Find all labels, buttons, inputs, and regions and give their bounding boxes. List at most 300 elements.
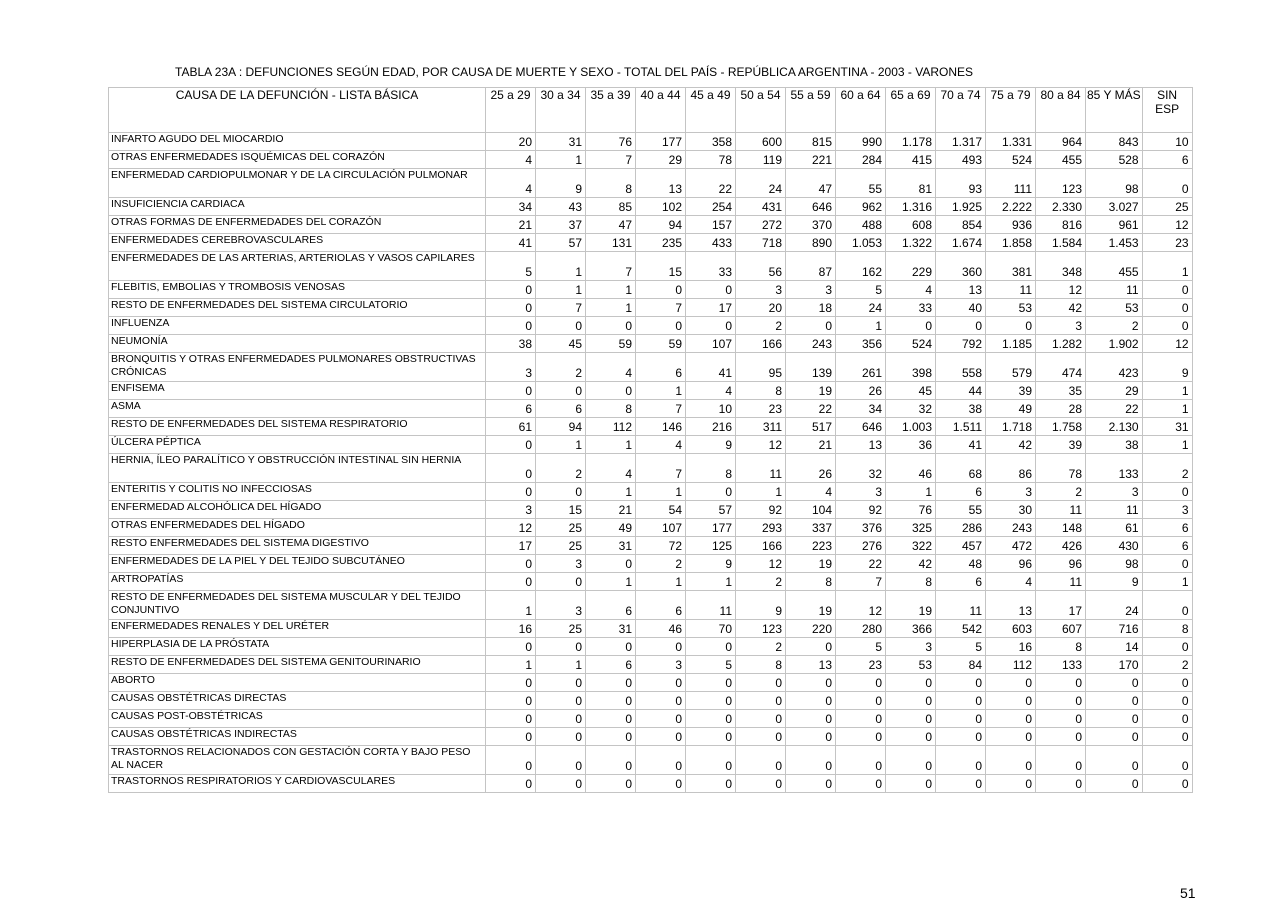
value-cell: 15 <box>536 501 586 519</box>
value-cell: 11 <box>986 281 1036 299</box>
table-row <box>109 501 1193 519</box>
value-cell: 284 <box>836 151 886 169</box>
value-cell: 14 <box>1086 638 1143 656</box>
value-cell: 34 <box>486 198 536 216</box>
table-row <box>109 674 1193 692</box>
value-cell: 19 <box>786 382 836 400</box>
value-cell: 13 <box>786 656 836 674</box>
value-cell: 31 <box>586 537 636 555</box>
value-cell: 0 <box>886 674 936 692</box>
value-cell: 9 <box>1086 573 1143 591</box>
table-row <box>109 454 1193 483</box>
value-cell: 0 <box>486 281 536 299</box>
table-row <box>109 216 1193 234</box>
value-cell: 1.316 <box>886 198 936 216</box>
value-cell: 1 <box>586 281 636 299</box>
value-cell: 6 <box>1142 519 1192 537</box>
value-cell: 12 <box>736 436 786 454</box>
value-cell: 94 <box>636 216 686 234</box>
cause-label: ENFERMEDAD ALCOHÓLICA DEL HÍGADO <box>109 501 486 519</box>
value-cell: 42 <box>1036 299 1086 317</box>
value-cell: 7 <box>836 573 886 591</box>
value-cell: 0 <box>836 728 886 746</box>
value-cell: 0 <box>1086 692 1143 710</box>
value-cell: 792 <box>936 335 986 353</box>
value-cell: 0 <box>586 382 636 400</box>
value-cell: 3 <box>986 483 1036 501</box>
column-header: 50 a 54 <box>736 88 786 133</box>
value-cell: 936 <box>986 216 1036 234</box>
value-cell: 0 <box>536 746 586 775</box>
value-cell: 0 <box>736 692 786 710</box>
value-cell: 0 <box>586 775 636 793</box>
value-cell: 123 <box>1036 169 1086 198</box>
column-header: 35 a 39 <box>586 88 636 133</box>
value-cell: 92 <box>736 501 786 519</box>
value-cell: 61 <box>1086 519 1143 537</box>
value-cell: 6 <box>1142 151 1192 169</box>
value-cell: 0 <box>586 317 636 335</box>
value-cell: 23 <box>736 400 786 418</box>
value-cell: 1.053 <box>836 234 886 252</box>
value-cell: 0 <box>486 710 536 728</box>
value-cell: 46 <box>636 620 686 638</box>
value-cell: 96 <box>1036 555 1086 573</box>
value-cell: 0 <box>1142 692 1192 710</box>
value-cell: 1 <box>486 591 536 620</box>
value-cell: 16 <box>486 620 536 638</box>
value-cell: 0 <box>486 728 536 746</box>
value-cell: 5 <box>686 656 736 674</box>
value-cell: 286 <box>936 519 986 537</box>
table-row <box>109 299 1193 317</box>
value-cell: 0 <box>636 775 686 793</box>
value-cell: 1 <box>536 656 586 674</box>
value-cell: 9 <box>686 555 736 573</box>
value-cell: 9 <box>686 436 736 454</box>
value-cell: 890 <box>786 234 836 252</box>
column-header: 65 a 69 <box>886 88 936 133</box>
value-cell: 40 <box>936 299 986 317</box>
value-cell: 7 <box>636 400 686 418</box>
value-cell: 7 <box>636 299 686 317</box>
value-cell: 0 <box>986 710 1036 728</box>
value-cell: 0 <box>736 674 786 692</box>
table-row <box>109 335 1193 353</box>
value-cell: 0 <box>636 638 686 656</box>
value-cell: 0 <box>636 710 686 728</box>
value-cell: 13 <box>936 281 986 299</box>
value-cell: 53 <box>1086 299 1143 317</box>
cause-label: OTRAS ENFERMEDADES ISQUÉMICAS DEL CORAZÓN <box>109 151 486 169</box>
value-cell: 0 <box>686 746 736 775</box>
value-cell: 24 <box>1086 591 1143 620</box>
value-cell: 31 <box>1142 418 1192 436</box>
value-cell: 0 <box>536 674 586 692</box>
value-cell: 0 <box>686 281 736 299</box>
header-row <box>109 88 1193 133</box>
value-cell: 123 <box>736 620 786 638</box>
value-cell: 11 <box>936 591 986 620</box>
value-cell: 38 <box>1086 436 1143 454</box>
value-cell: 133 <box>1086 454 1143 483</box>
value-cell: 235 <box>636 234 686 252</box>
value-cell: 133 <box>1036 656 1086 674</box>
value-cell: 96 <box>986 555 1036 573</box>
value-cell: 0 <box>1142 728 1192 746</box>
value-cell: 1.925 <box>936 198 986 216</box>
value-cell: 0 <box>1036 674 1086 692</box>
value-cell: 0 <box>686 317 736 335</box>
value-cell: 46 <box>886 454 936 483</box>
value-cell: 24 <box>736 169 786 198</box>
cause-label: CAUSAS OBSTÉTRICAS INDIRECTAS <box>109 728 486 746</box>
value-cell: 0 <box>936 775 986 793</box>
value-cell: 11 <box>1086 501 1143 519</box>
value-cell: 12 <box>836 591 886 620</box>
value-cell: 243 <box>786 335 836 353</box>
value-cell: 1.858 <box>986 234 1036 252</box>
value-cell: 36 <box>886 436 936 454</box>
value-cell: 7 <box>536 299 586 317</box>
column-header: 85 Y MÁS <box>1086 88 1143 133</box>
value-cell: 22 <box>1086 400 1143 418</box>
value-cell: 0 <box>636 281 686 299</box>
value-cell: 8 <box>586 400 636 418</box>
value-cell: 0 <box>686 728 736 746</box>
column-header: 40 a 44 <box>636 88 686 133</box>
cause-label: RESTO DE ENFERMEDADES DEL SISTEMA CIRCULATORIO <box>109 299 486 317</box>
value-cell: 4 <box>786 483 836 501</box>
value-cell: 70 <box>686 620 736 638</box>
value-cell: 2.330 <box>1036 198 1086 216</box>
value-cell: 474 <box>1036 353 1086 382</box>
table-row <box>109 382 1193 400</box>
value-cell: 961 <box>1086 216 1143 234</box>
value-cell: 1 <box>636 573 686 591</box>
value-cell: 348 <box>1036 252 1086 281</box>
value-cell: 25 <box>536 519 586 537</box>
value-cell: 0 <box>736 710 786 728</box>
value-cell: 20 <box>486 133 536 151</box>
table-row <box>109 234 1193 252</box>
cause-label: FLEBITIS, EMBOLIAS Y TROMBOSIS VENOSAS <box>109 281 486 299</box>
value-cell: 3 <box>486 353 536 382</box>
value-cell: 162 <box>836 252 886 281</box>
value-cell: 0 <box>1142 710 1192 728</box>
value-cell: 356 <box>836 335 886 353</box>
value-cell: 25 <box>536 537 586 555</box>
value-cell: 1 <box>886 483 936 501</box>
value-cell: 1 <box>636 483 686 501</box>
value-cell: 8 <box>736 656 786 674</box>
value-cell: 86 <box>986 454 1036 483</box>
value-cell: 1.331 <box>986 133 1036 151</box>
value-cell: 0 <box>836 746 886 775</box>
value-cell: 111 <box>986 169 1036 198</box>
value-cell: 488 <box>836 216 886 234</box>
value-cell: 0 <box>786 728 836 746</box>
value-cell: 11 <box>1036 573 1086 591</box>
value-cell: 1 <box>1142 382 1192 400</box>
value-cell: 19 <box>886 591 936 620</box>
value-cell: 716 <box>1086 620 1143 638</box>
value-cell: 39 <box>1036 436 1086 454</box>
value-cell: 0 <box>586 555 636 573</box>
value-cell: 29 <box>1086 382 1143 400</box>
value-cell: 0 <box>536 710 586 728</box>
value-cell: 272 <box>736 216 786 234</box>
value-cell: 423 <box>1086 353 1143 382</box>
cause-label: OTRAS ENFERMEDADES DEL HÍGADO <box>109 519 486 537</box>
value-cell: 48 <box>936 555 986 573</box>
value-cell: 360 <box>936 252 986 281</box>
value-cell: 962 <box>836 198 886 216</box>
value-cell: 0 <box>486 317 536 335</box>
value-cell: 0 <box>886 728 936 746</box>
cause-label: HERNIA, ÍLEO PARALÍTICO Y OBSTRUCCIÓN INTESTINAL SIN HERNIA <box>109 454 486 483</box>
value-cell: 8 <box>686 454 736 483</box>
value-cell: 57 <box>686 501 736 519</box>
value-cell: 112 <box>586 418 636 436</box>
value-cell: 229 <box>886 252 936 281</box>
value-cell: 381 <box>986 252 1036 281</box>
table-body <box>109 133 1193 793</box>
value-cell: 107 <box>686 335 736 353</box>
value-cell: 1.511 <box>936 418 986 436</box>
value-cell: 0 <box>886 317 936 335</box>
value-cell: 990 <box>836 133 886 151</box>
value-cell: 1.322 <box>886 234 936 252</box>
value-cell: 0 <box>586 638 636 656</box>
value-cell: 31 <box>536 133 586 151</box>
value-cell: 10 <box>1142 133 1192 151</box>
value-cell: 0 <box>486 638 536 656</box>
value-cell: 0 <box>636 674 686 692</box>
value-cell: 646 <box>786 198 836 216</box>
table-row <box>109 281 1193 299</box>
cause-label: ARTROPATÍAS <box>109 573 486 591</box>
column-header: 80 a 84 <box>1036 88 1086 133</box>
value-cell: 78 <box>686 151 736 169</box>
value-cell: 4 <box>636 436 686 454</box>
value-cell: 4 <box>886 281 936 299</box>
value-cell: 528 <box>1086 151 1143 169</box>
value-cell: 146 <box>636 418 686 436</box>
value-cell: 12 <box>1142 335 1192 353</box>
value-cell: 11 <box>736 454 786 483</box>
column-header: 70 a 74 <box>936 88 986 133</box>
value-cell: 112 <box>986 656 1036 674</box>
value-cell: 49 <box>986 400 1036 418</box>
value-cell: 0 <box>1036 710 1086 728</box>
value-cell: 0 <box>1036 775 1086 793</box>
value-cell: 366 <box>886 620 936 638</box>
cause-label: RESTO DE ENFERMEDADES DEL SISTEMA GENITOURINARIO <box>109 656 486 674</box>
table-row <box>109 353 1193 382</box>
value-cell: 3 <box>536 591 586 620</box>
table-row <box>109 436 1193 454</box>
value-cell: 9 <box>536 169 586 198</box>
value-cell: 39 <box>986 382 1036 400</box>
cause-label: NEUMONÍA <box>109 335 486 353</box>
value-cell: 12 <box>1142 216 1192 234</box>
value-cell: 22 <box>686 169 736 198</box>
value-cell: 3 <box>786 281 836 299</box>
value-cell: 0 <box>786 746 836 775</box>
value-cell: 6 <box>586 591 636 620</box>
value-cell: 843 <box>1086 133 1143 151</box>
value-cell: 21 <box>486 216 536 234</box>
value-cell: 8 <box>1142 620 1192 638</box>
value-cell: 2 <box>736 317 786 335</box>
value-cell: 216 <box>686 418 736 436</box>
value-cell: 23 <box>836 656 886 674</box>
value-cell: 398 <box>886 353 936 382</box>
value-cell: 0 <box>686 674 736 692</box>
value-cell: 7 <box>586 151 636 169</box>
value-cell: 9 <box>1142 353 1192 382</box>
value-cell: 3 <box>1142 501 1192 519</box>
value-cell: 276 <box>836 537 886 555</box>
value-cell: 119 <box>736 151 786 169</box>
value-cell: 47 <box>786 169 836 198</box>
value-cell: 6 <box>636 591 686 620</box>
table-row <box>109 169 1193 198</box>
value-cell: 38 <box>486 335 536 353</box>
value-cell: 84 <box>936 656 986 674</box>
value-cell: 1 <box>636 382 686 400</box>
value-cell: 13 <box>836 436 886 454</box>
value-cell: 0 <box>1036 692 1086 710</box>
value-cell: 5 <box>936 638 986 656</box>
value-cell: 0 <box>986 692 1036 710</box>
value-cell: 0 <box>986 728 1036 746</box>
value-cell: 1 <box>1142 400 1192 418</box>
value-cell: 6 <box>586 656 636 674</box>
value-cell: 1.185 <box>986 335 1036 353</box>
value-cell: 0 <box>486 692 536 710</box>
value-cell: 455 <box>1086 252 1143 281</box>
value-cell: 0 <box>736 746 786 775</box>
value-cell: 415 <box>886 151 936 169</box>
value-cell: 2 <box>536 454 586 483</box>
value-cell: 12 <box>486 519 536 537</box>
value-cell: 53 <box>886 656 936 674</box>
value-cell: 0 <box>486 674 536 692</box>
value-cell: 131 <box>586 234 636 252</box>
value-cell: 579 <box>986 353 1036 382</box>
value-cell: 0 <box>686 692 736 710</box>
value-cell: 3.027 <box>1086 198 1143 216</box>
value-cell: 2.222 <box>986 198 1036 216</box>
value-cell: 43 <box>536 198 586 216</box>
value-cell: 220 <box>786 620 836 638</box>
value-cell: 33 <box>686 252 736 281</box>
table-row <box>109 728 1193 746</box>
cause-label: CAUSAS POST-OBSTÉTRICAS <box>109 710 486 728</box>
value-cell: 18 <box>786 299 836 317</box>
value-cell: 0 <box>936 746 986 775</box>
value-cell: 0 <box>486 775 536 793</box>
value-cell: 2 <box>536 353 586 382</box>
value-cell: 38 <box>936 400 986 418</box>
value-cell: 0 <box>1142 746 1192 775</box>
cause-label: ENFERMEDADES DE LA PIEL Y DEL TEJIDO SUBCUTÁNEO <box>109 555 486 573</box>
value-cell: 0 <box>1086 728 1143 746</box>
value-cell: 517 <box>786 418 836 436</box>
value-cell: 41 <box>486 234 536 252</box>
value-cell: 28 <box>1036 400 1086 418</box>
value-cell: 0 <box>1142 299 1192 317</box>
value-cell: 4 <box>686 382 736 400</box>
value-cell: 2 <box>736 638 786 656</box>
value-cell: 0 <box>736 728 786 746</box>
value-cell: 98 <box>1086 169 1143 198</box>
value-cell: 542 <box>936 620 986 638</box>
value-cell: 78 <box>1036 454 1086 483</box>
value-cell: 11 <box>1036 501 1086 519</box>
value-cell: 2 <box>1086 317 1143 335</box>
value-cell: 3 <box>886 638 936 656</box>
cause-label: ENFERMEDADES CEREBROVASCULARES <box>109 234 486 252</box>
value-cell: 3 <box>1086 483 1143 501</box>
value-cell: 0 <box>536 692 586 710</box>
value-cell: 0 <box>486 483 536 501</box>
value-cell: 22 <box>786 400 836 418</box>
value-cell: 72 <box>636 537 686 555</box>
value-cell: 55 <box>836 169 886 198</box>
value-cell: 0 <box>536 573 586 591</box>
value-cell: 0 <box>786 674 836 692</box>
value-cell: 95 <box>736 353 786 382</box>
value-cell: 0 <box>1086 775 1143 793</box>
value-cell: 4 <box>586 454 636 483</box>
cause-column-header: CAUSA DE LA DEFUNCIÓN - LISTA BÁSICA <box>109 88 486 133</box>
value-cell: 0 <box>1142 483 1192 501</box>
value-cell: 0 <box>986 317 1036 335</box>
value-cell: 6 <box>936 483 986 501</box>
value-cell: 358 <box>686 133 736 151</box>
value-cell: 1 <box>536 252 586 281</box>
value-cell: 322 <box>886 537 936 555</box>
value-cell: 7 <box>636 454 686 483</box>
cause-label: INFLUENZA <box>109 317 486 335</box>
table-row <box>109 317 1193 335</box>
cause-label: RESTO DE ENFERMEDADES DEL SISTEMA MUSCULAR Y DEL TEJIDO CONJUNTIVO <box>109 591 486 620</box>
value-cell: 0 <box>936 728 986 746</box>
table-row <box>109 555 1193 573</box>
value-cell: 8 <box>586 169 636 198</box>
table-row <box>109 537 1193 555</box>
value-cell: 166 <box>736 537 786 555</box>
column-header: 30 a 34 <box>536 88 586 133</box>
cause-label: INSUFICIENCIA CARDIACA <box>109 198 486 216</box>
column-header: 60 a 64 <box>836 88 886 133</box>
value-cell: 0 <box>836 775 886 793</box>
value-cell: 59 <box>586 335 636 353</box>
value-cell: 85 <box>586 198 636 216</box>
value-cell: 457 <box>936 537 986 555</box>
value-cell: 1 <box>486 656 536 674</box>
value-cell: 1 <box>1142 573 1192 591</box>
value-cell: 0 <box>586 746 636 775</box>
value-cell: 431 <box>736 198 786 216</box>
value-cell: 6 <box>536 400 586 418</box>
value-cell: 59 <box>636 335 686 353</box>
value-cell: 1.758 <box>1036 418 1086 436</box>
column-header: 25 a 29 <box>486 88 536 133</box>
